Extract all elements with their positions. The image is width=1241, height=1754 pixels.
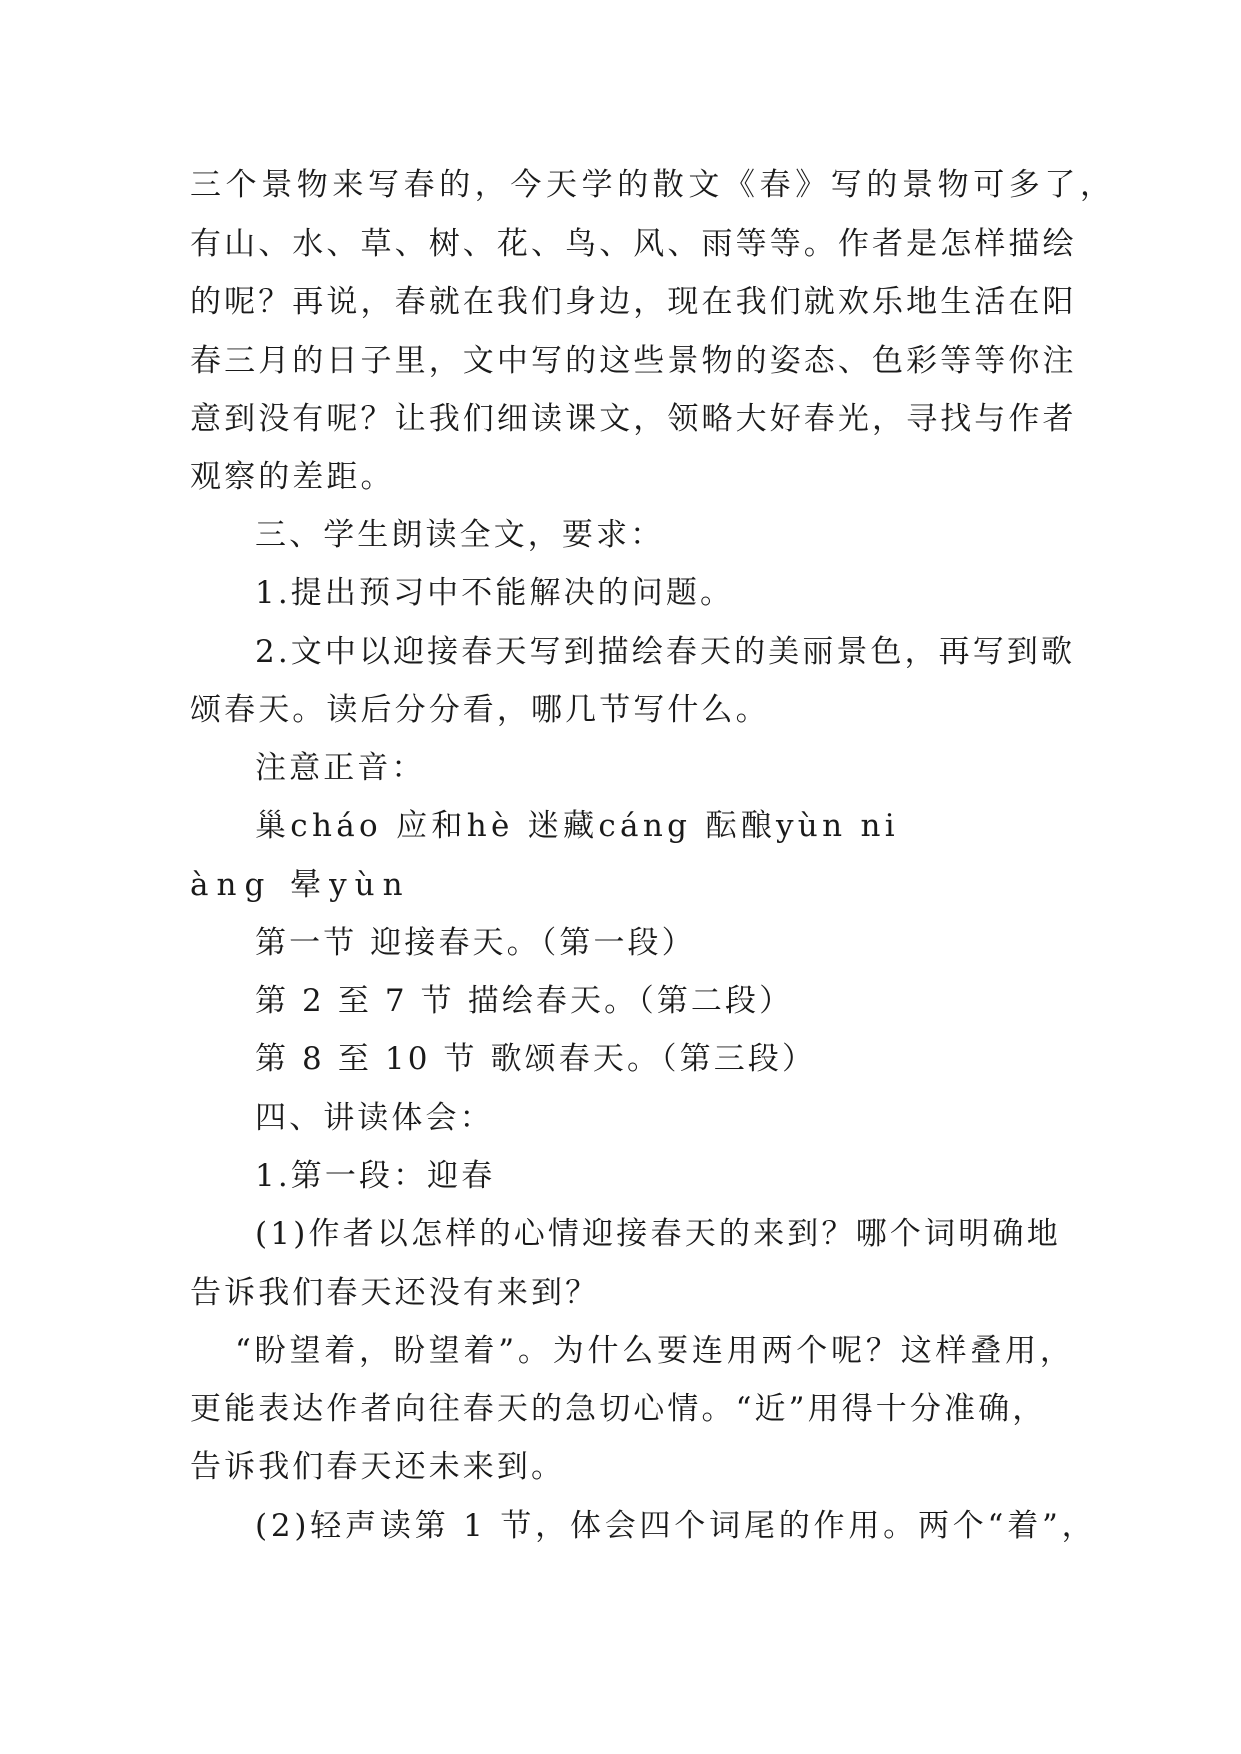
section-heading: 三、学生朗读全文，要求：: [255, 517, 665, 553]
text-line: 三个景物来写春的，今天学的散文《春》写的景物可多了，: [190, 167, 1116, 203]
text-line: 注意正音：: [255, 750, 426, 786]
text-line: 第一节 迎接春天。（第一段）: [255, 925, 696, 961]
text-line: 更能表达作者向往春天的急切心情。“近”用得十分准确，: [190, 1391, 1047, 1427]
text-line: 的呢？再说，春就在我们身边，现在我们就欢乐地生活在阳: [190, 284, 1077, 320]
text-line: 颂春天。读后分分看，哪几节写什么。: [190, 692, 770, 728]
text-line: 意到没有呢？让我们细读课文，领略大好春光，寻找与作者: [190, 401, 1077, 437]
text-line: 第 2 至 7 节 描绘春天。（第二段）: [255, 983, 794, 1019]
text-line: 告诉我们春天还没有来到？: [190, 1275, 600, 1311]
text-line: 观察的差距。: [190, 459, 395, 495]
list-item: 1.提出预习中不能解决的问题。: [255, 575, 735, 611]
text-line: 有山、水、草、树、花、鸟、风、雨等等。作者是怎样描绘: [190, 226, 1077, 262]
list-item: (1)作者以怎样的心情迎接春天的来到？哪个词明确地: [255, 1216, 1061, 1252]
list-item: (2)轻声读第 1 节，体会四个词尾的作用。两个“着”，: [255, 1508, 1097, 1544]
text-line: 春三月的日子里，文中写的这些景物的姿态、色彩等等你注: [190, 343, 1077, 379]
section-heading: 四、讲读体会：: [255, 1100, 494, 1136]
pronunciation-line: 巢cháo 应和hè 迷藏cáng 酝酿yùn ni: [255, 808, 899, 844]
pronunciation-line: àng 晕yùn: [190, 867, 411, 903]
list-item: 1.第一段：迎春: [255, 1158, 496, 1194]
list-item: 2.文中以迎接春天写到描绘春天的美丽景色，再写到歌: [255, 634, 1076, 670]
text-line: 第 8 至 10 节 歌颂春天。（第三段）: [255, 1041, 817, 1077]
text-line: 告诉我们春天还未来到。: [190, 1449, 566, 1485]
text-line: “盼望着，盼望着”。为什么要连用两个呢？这样叠用，: [235, 1333, 1075, 1369]
